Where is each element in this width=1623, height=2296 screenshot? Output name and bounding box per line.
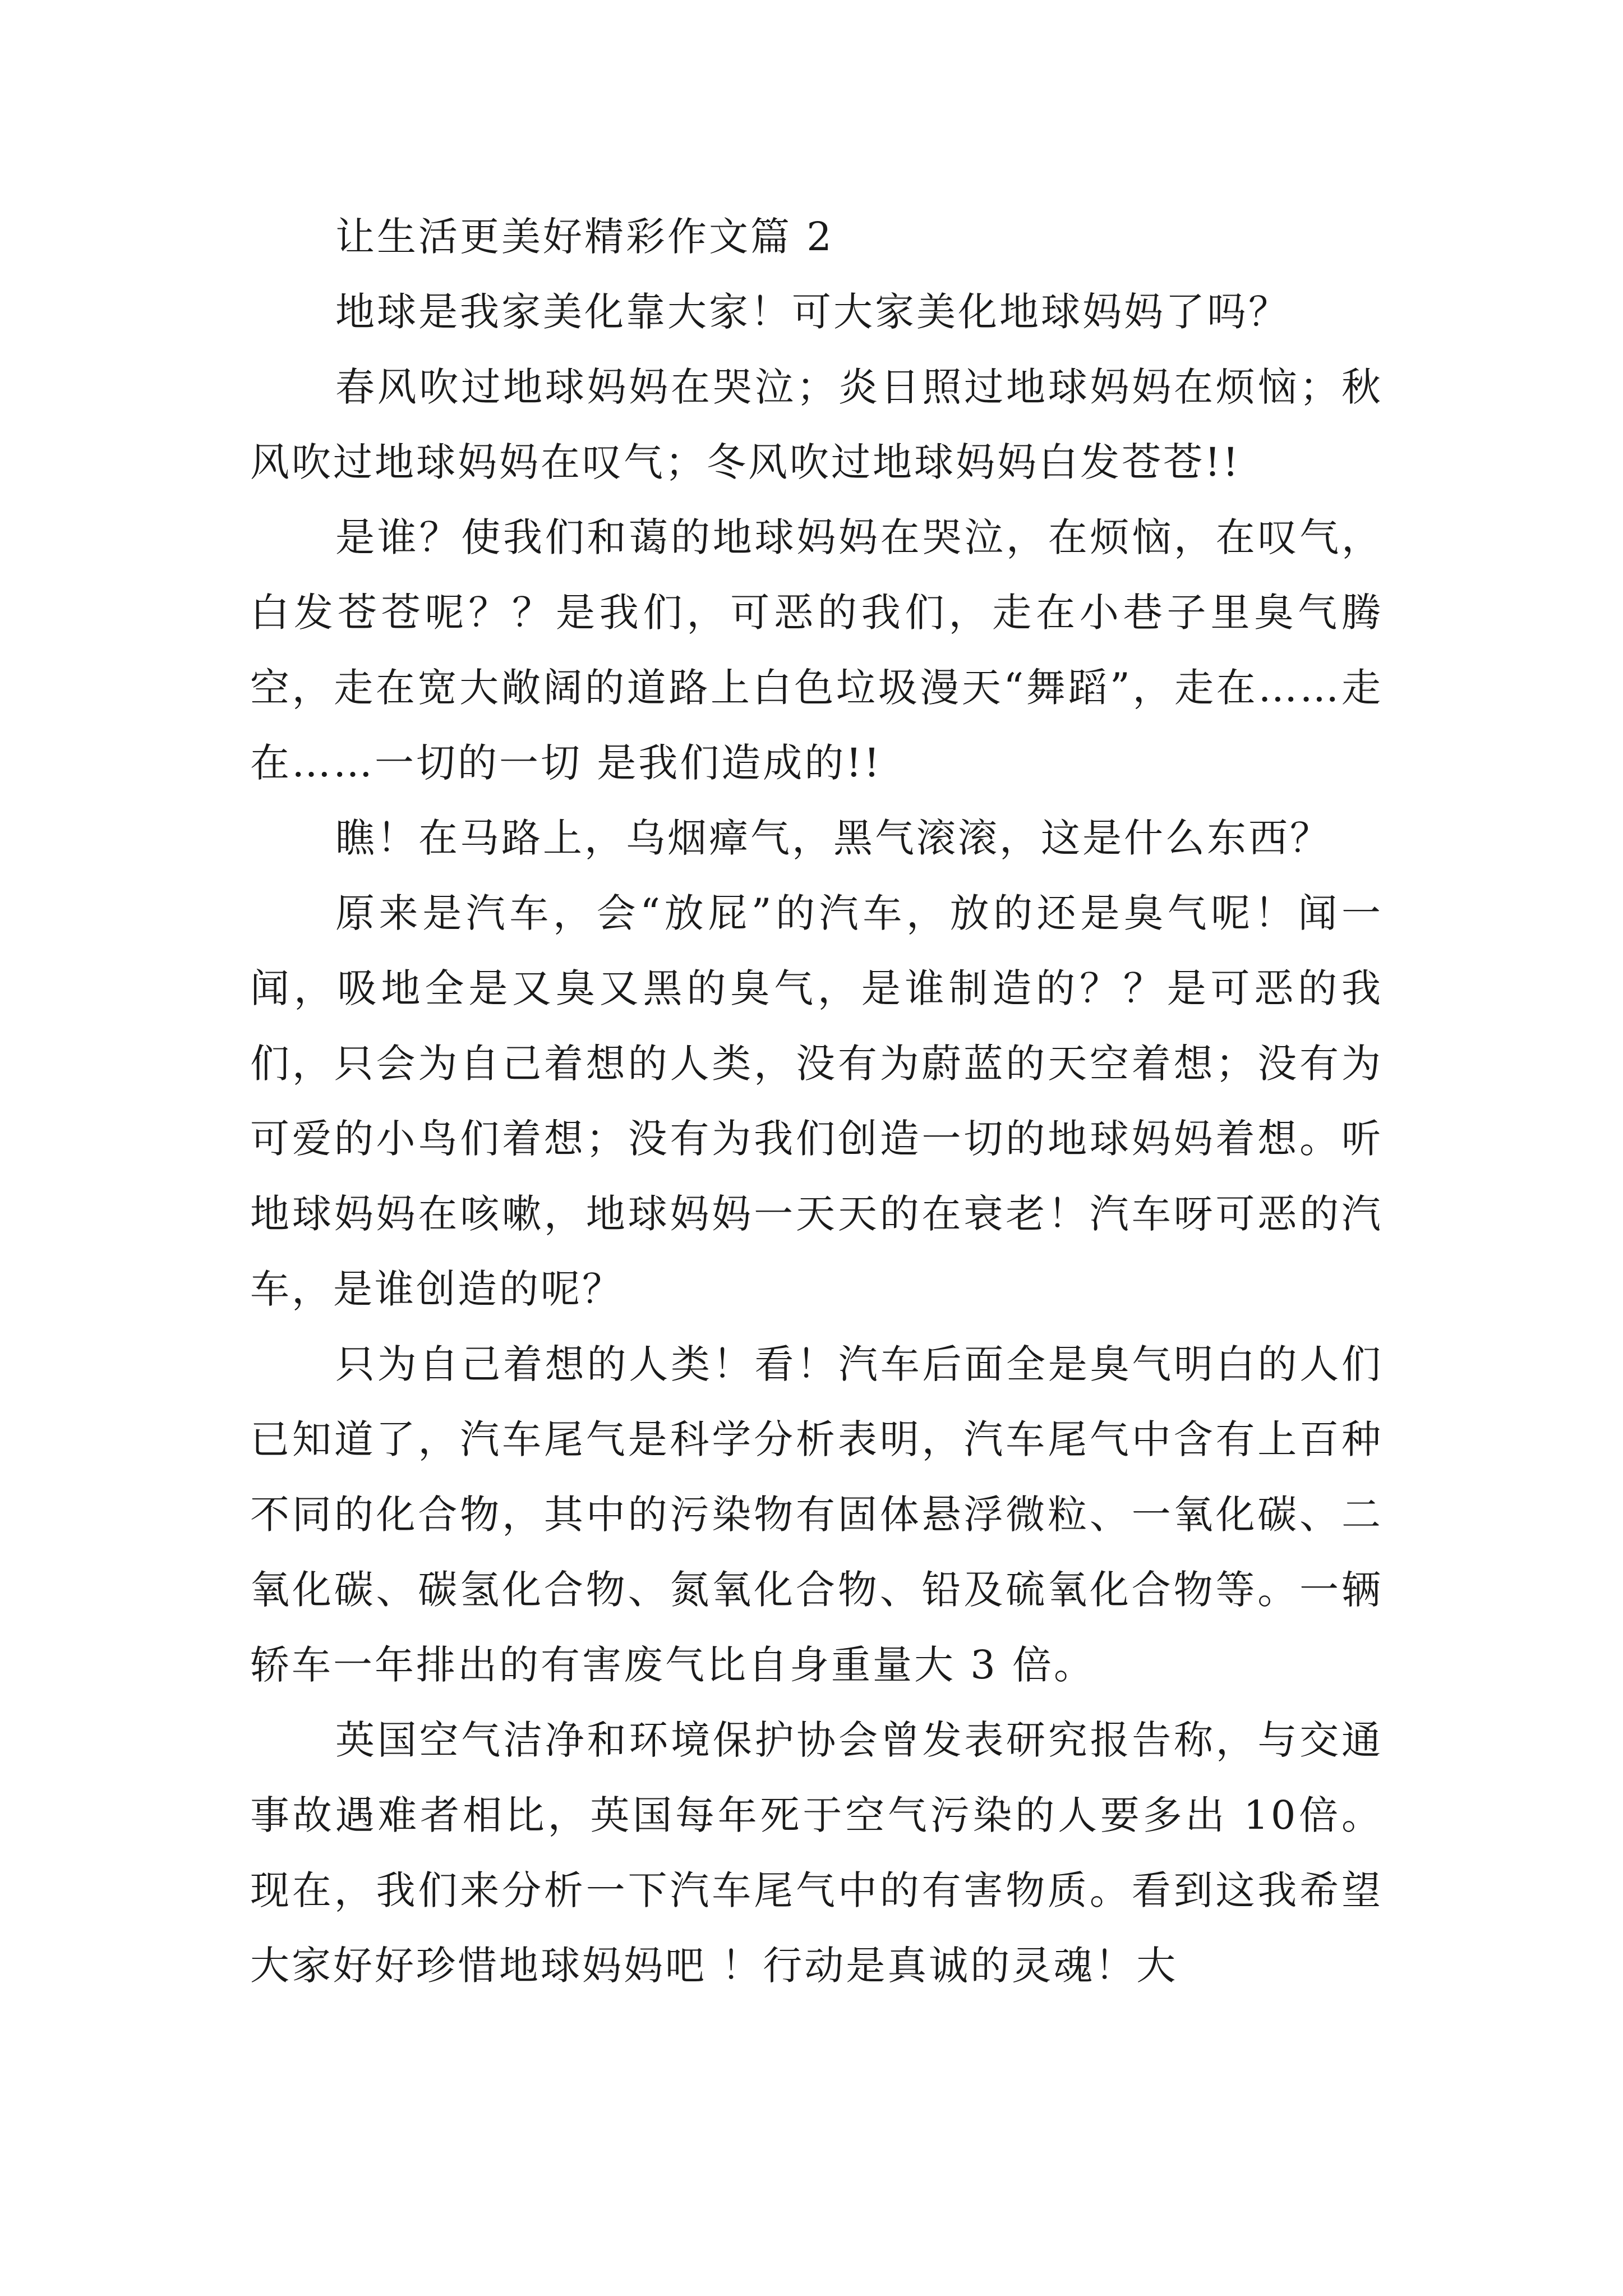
paragraph: 原来是汽车，会“放屁”的汽车，放的还是臭气呢！闻一闻，吸地全是又臭又黑的臭气，是谁制造的？？是可恶的我们，只会为自己着想的人类，没有为蔚蓝的天空着想；没有为可爱的小鸟们着想；没有为我们创造一切的地球妈妈着想。听地球妈妈在咳嗽，地球妈妈一天天的在衰老！汽车呀可恶的汽车，是谁创造的呢？	[250, 890, 1383, 1312]
paragraph: 瞧！在马路上，乌烟瘴气，黑气滚滚，这是什么东西？	[335, 815, 1331, 861]
document-body	[250, 199, 1383, 2003]
paragraph: 是谁？使我们和蔼的地球妈妈在哭泣，在烦恼，在叹气，白发苍苍呢？？是我们，可恶的我们，走在小巷子里臭气腾空，走在宽大敞阔的道路上白色垃圾漫天“舞蹈”，走在……走在……一切的一切 是我们造成的!!	[250, 514, 1383, 786]
document-title: 让生活更美好精彩作文篇 2	[335, 214, 834, 260]
paragraph: 春风吹过地球妈妈在哭泣；炎日照过地球妈妈在烦恼；秋风吹过地球妈妈在叹气；冬风吹过地球妈妈白发苍苍!!	[250, 364, 1383, 485]
paragraph: 英国空气洁净和环境保护协会曾发表研究报告称，与交通事故遇难者相比，英国每年死于空气污染的人要多出 10倍。现在，我们来分析一下汽车尾气中的有害物质。看到这我希望大家好好珍惜地球妈妈吧 ！行动是真诚的灵魂！大	[250, 1717, 1383, 1989]
paragraph: 只为自己着想的人类！看！汽车后面全是臭气明白的人们已知道了，汽车尾气是科学分析表明，汽车尾气中含有上百种不同的化合物，其中的污染物有固体悬浮微粒、一氧化碳、二氧化碳、碳氢化合物、氮氧化合物、铅及硫氧化合物等。一辆轿车一年排出的有害废气比自身重量大 3 倍。	[250, 1341, 1383, 1688]
paragraph: 地球是我家美化靠大家！可大家美化地球妈妈了吗？	[335, 289, 1290, 335]
